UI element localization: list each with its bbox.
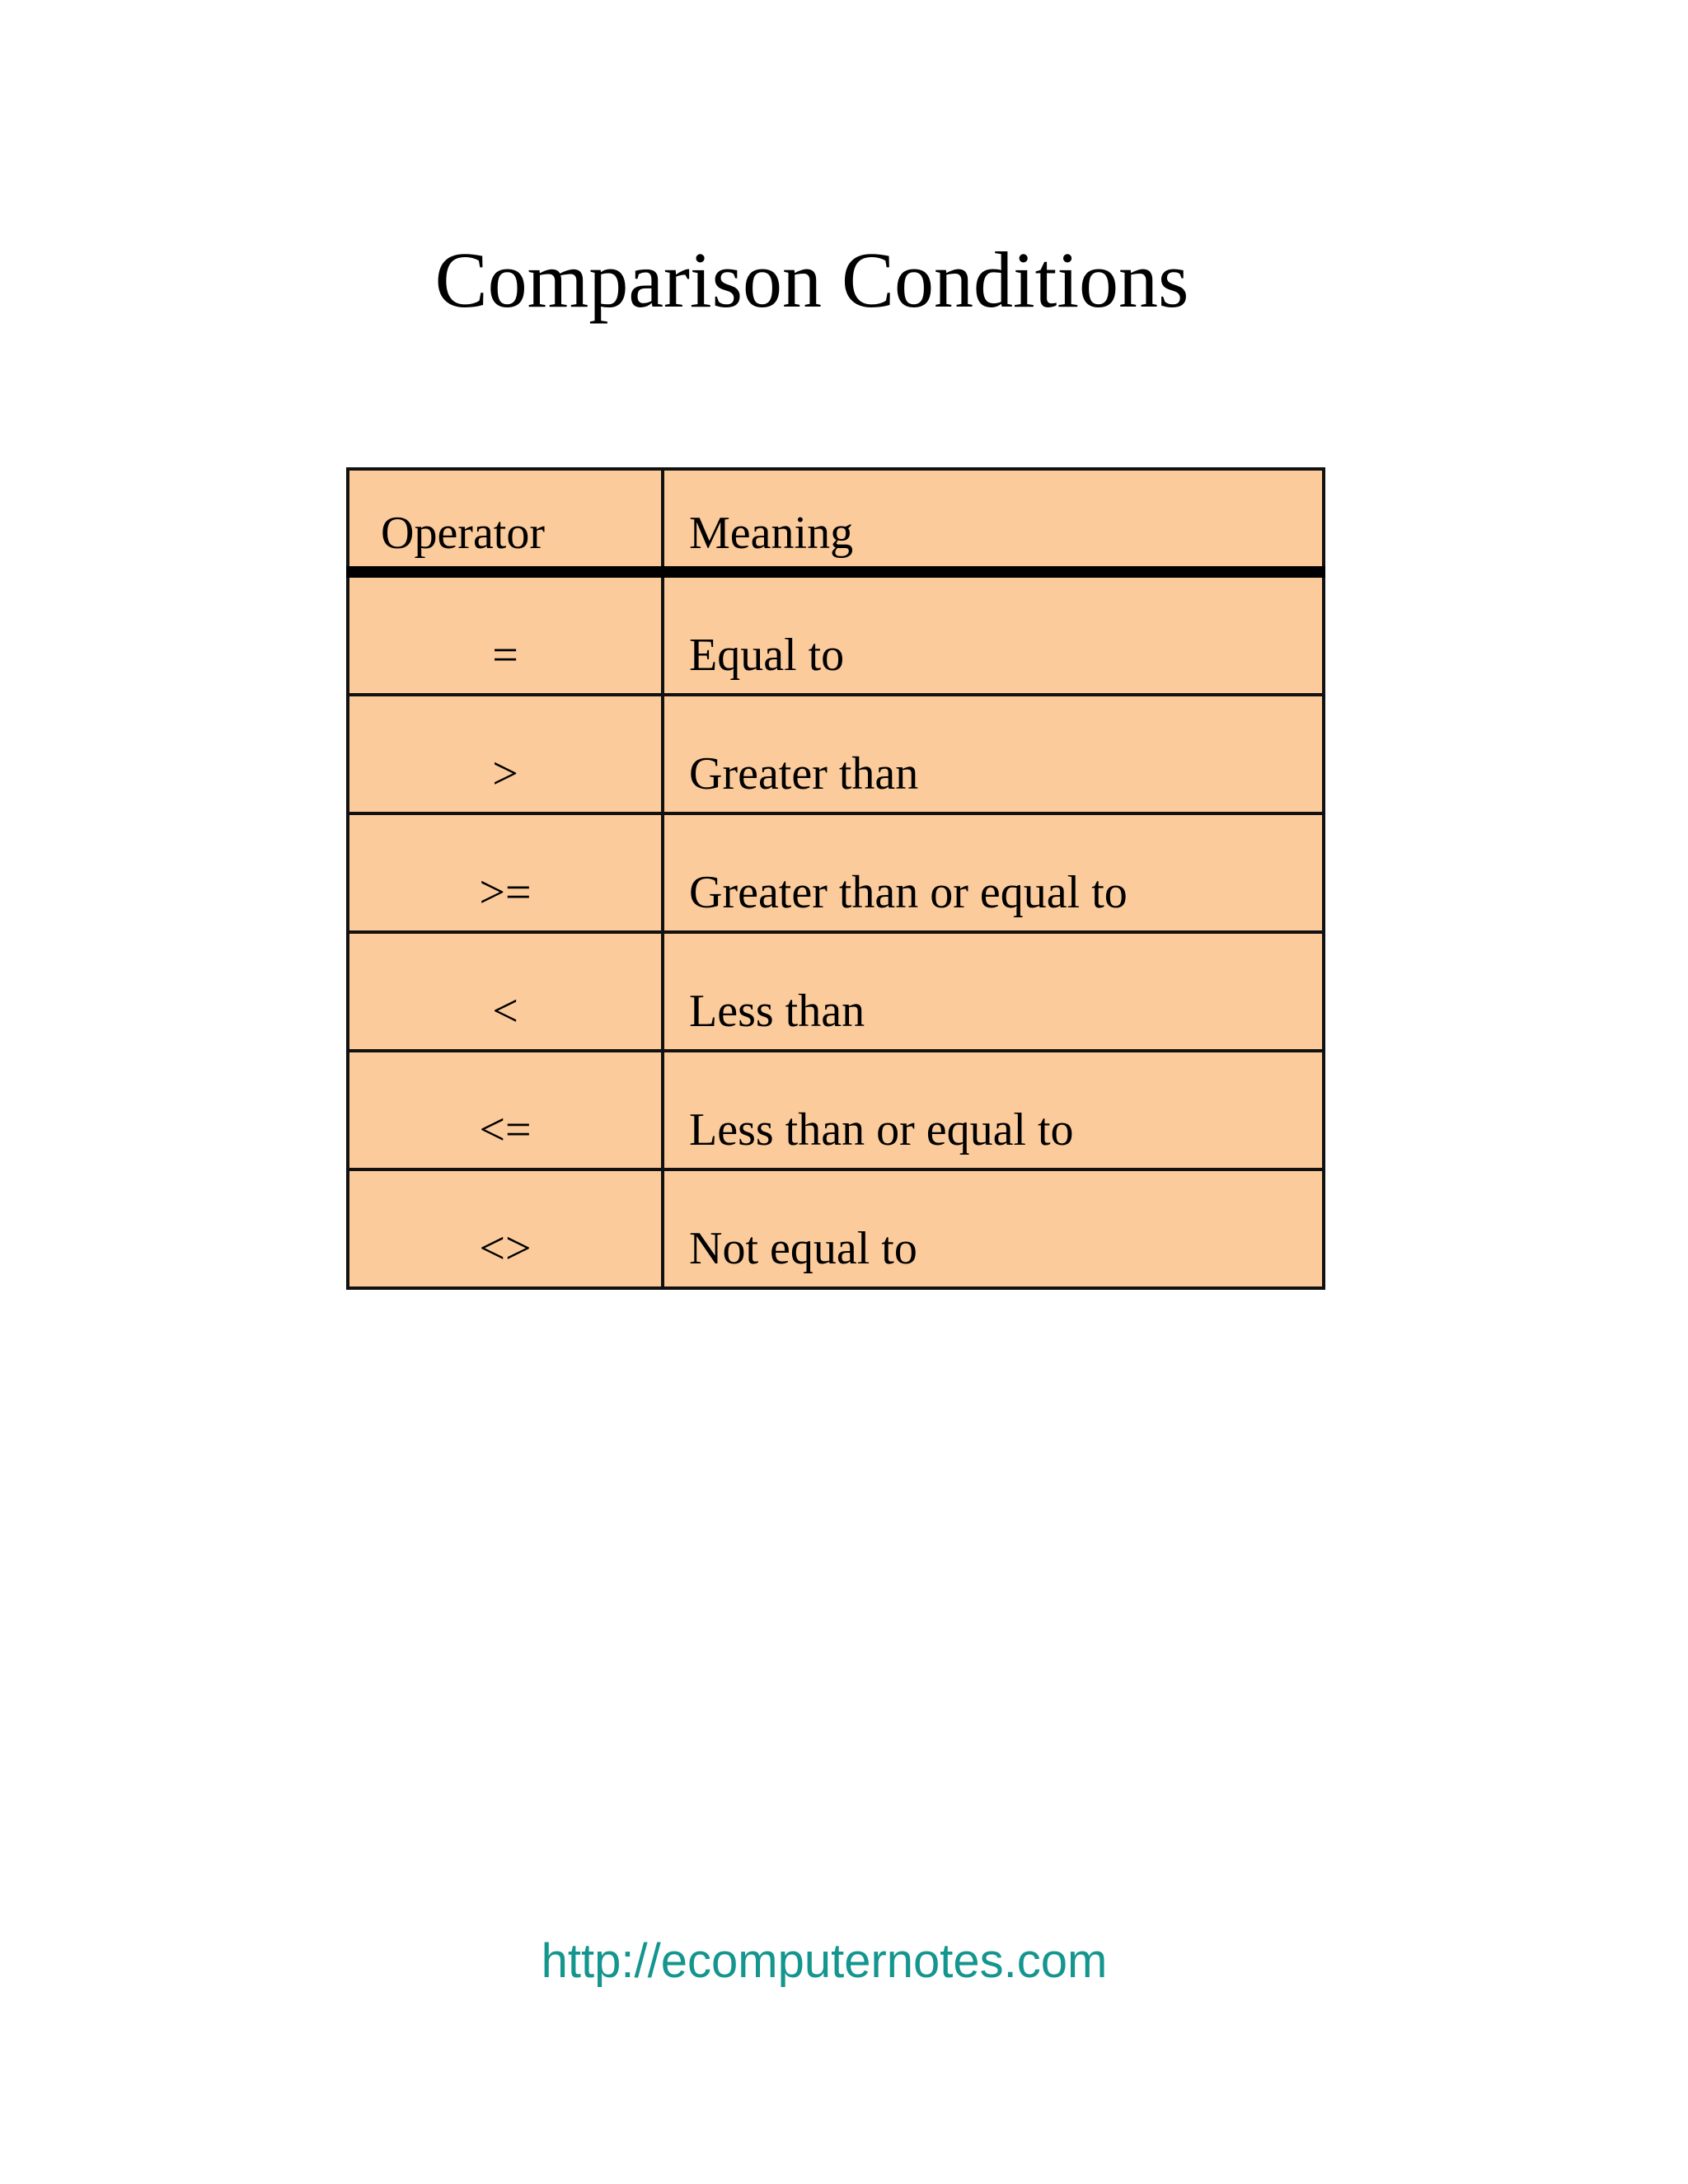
comparison-operators-table xyxy=(346,467,1325,1290)
header-meaning: Meaning xyxy=(663,469,1324,572)
source-website-link[interactable]: http://ecomputernotes.com xyxy=(541,1934,1108,1988)
page-title: Comparison Conditions xyxy=(434,236,1189,324)
table-row xyxy=(348,1169,1324,1288)
operator-cell: = xyxy=(348,572,663,695)
table-row xyxy=(348,695,1324,813)
header-operator: Operator xyxy=(348,469,663,572)
table-header-row xyxy=(348,469,1324,572)
meaning-cell: Equal to xyxy=(663,572,1324,695)
table-row xyxy=(348,572,1324,695)
operator-cell: >= xyxy=(348,813,663,932)
operator-cell: < xyxy=(348,932,663,1051)
meaning-cell: Less than xyxy=(663,932,1324,1051)
operator-cell: > xyxy=(348,695,663,813)
operator-cell: <= xyxy=(348,1051,663,1169)
table-row xyxy=(348,932,1324,1051)
meaning-cell: Greater than xyxy=(663,695,1324,813)
meaning-cell: Less than or equal to xyxy=(663,1051,1324,1169)
meaning-cell: Not equal to xyxy=(663,1169,1324,1288)
table-row xyxy=(348,1051,1324,1169)
table-row xyxy=(348,813,1324,932)
meaning-cell: Greater than or equal to xyxy=(663,813,1324,932)
operator-cell: <> xyxy=(348,1169,663,1288)
